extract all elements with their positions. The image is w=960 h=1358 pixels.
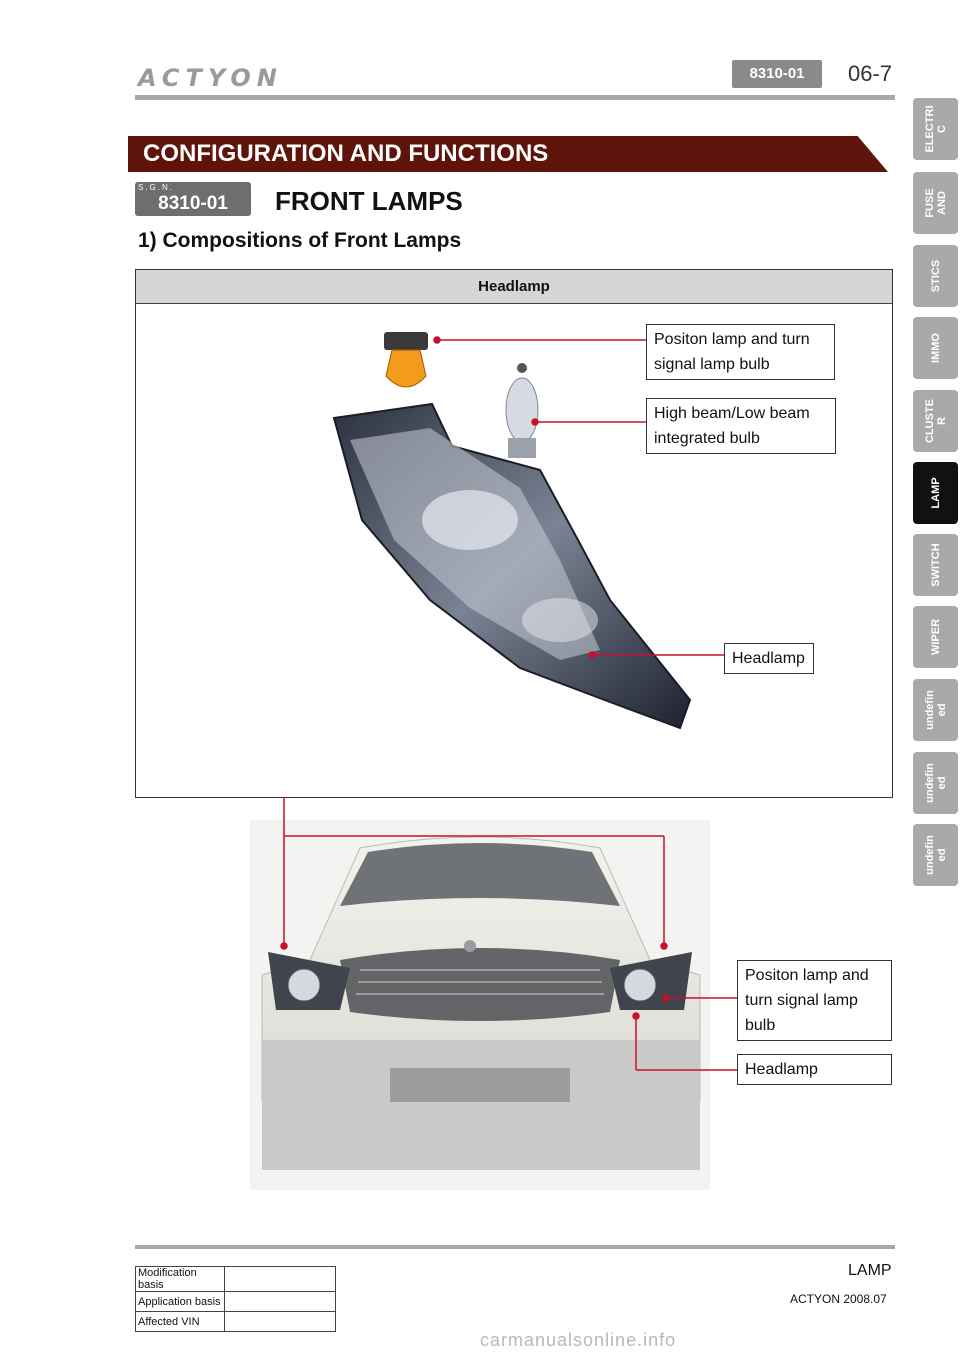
sgn-badge-label: S.G.N. — [138, 183, 175, 192]
revision-value — [225, 1312, 336, 1332]
section-title: FRONT LAMPS — [275, 186, 463, 216]
revision-key: Application basis — [136, 1292, 225, 1312]
header-section-code: 8310-01 — [732, 60, 822, 88]
actyon-logo: ACTYON — [138, 64, 283, 92]
callout-position-turn-bulb: Positon lamp and turn signal lamp bulb — [646, 324, 835, 380]
side-tab-label: STICS — [929, 259, 942, 293]
side-tab-label: SWITCH — [929, 543, 942, 587]
callout-high-low-beam-bulb: High beam/Low beam integrated bulb — [646, 398, 836, 454]
callout-headlamp-upper: Headlamp — [724, 643, 814, 674]
side-tab-label: CLUSTE R — [923, 399, 948, 443]
watermark: carmanualsonline.info — [480, 1330, 677, 1350]
side-tab-label: undefin ed — [923, 763, 948, 803]
side-tab-label: undefin ed — [923, 690, 948, 730]
table-row — [136, 1267, 336, 1292]
revision-key: Affected VIN — [136, 1312, 225, 1332]
page-subtitle: 1) Compositions of Front Lamps — [138, 229, 462, 252]
vehicle-front-image — [250, 820, 710, 1190]
sgn-badge-code: 8310-01 — [158, 193, 228, 214]
table-row — [136, 1312, 336, 1332]
revision-key: Modification basis — [136, 1267, 225, 1292]
footer-section-name: LAMP — [848, 1262, 892, 1279]
side-tab-label: LAMP — [929, 477, 942, 509]
table-row — [136, 1292, 336, 1312]
side-tab-label: FUSE AND — [923, 188, 948, 218]
side-tab-label: IMMO — [929, 333, 942, 363]
banner-title: CONFIGURATION AND FUNCTIONS — [143, 140, 549, 167]
revision-value — [225, 1267, 336, 1292]
revision-table — [135, 1266, 336, 1332]
side-tab-label: undefin ed — [923, 835, 948, 875]
callout-headlamp-vehicle: Headlamp — [737, 1054, 892, 1085]
table-header: Headlamp — [136, 270, 892, 304]
callout-position-turn-bulb-vehicle: Positon lamp and turn signal lamp bulb — [737, 960, 892, 1041]
footer-model: ACTYON 2008.07 — [790, 1292, 887, 1306]
side-tab-label: WIPER — [929, 618, 942, 656]
side-tab-label: ELECTRI C — [923, 105, 948, 153]
revision-value — [225, 1292, 336, 1312]
high-low-beam-bulb-image — [506, 363, 538, 458]
turn-signal-bulb-image — [384, 332, 428, 387]
page-number: 06-7 — [848, 61, 893, 86]
footer-rule — [135, 1245, 895, 1249]
